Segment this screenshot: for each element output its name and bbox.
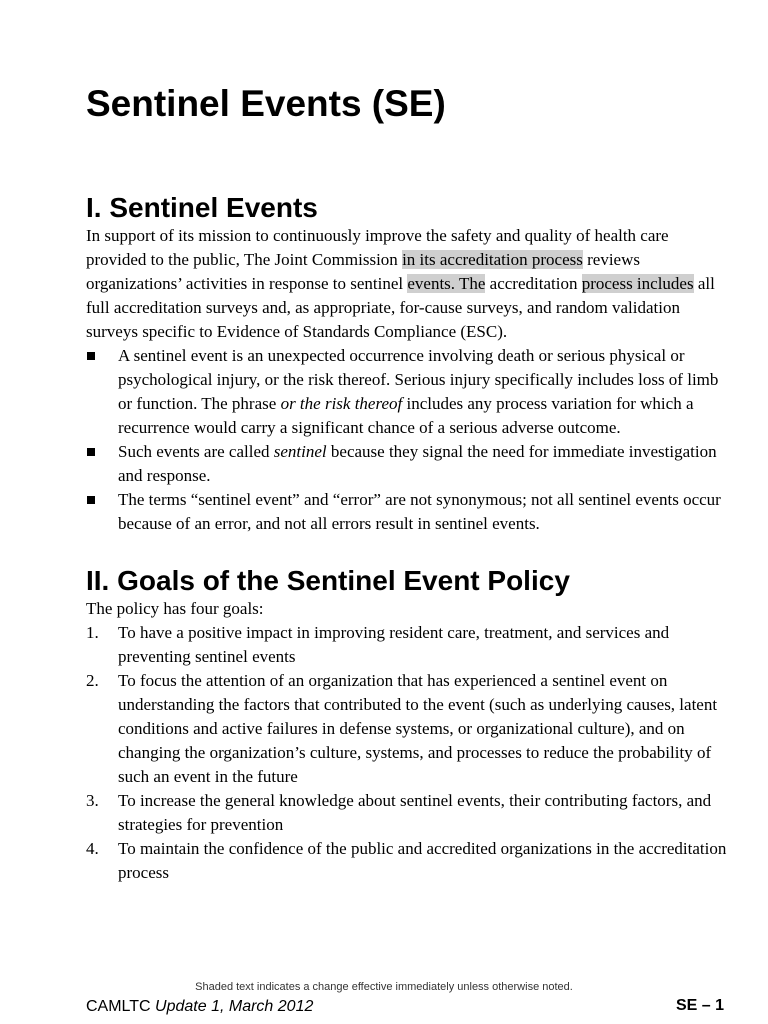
intro-text: reviews organizations’ activities in response to sentinel xyxy=(86,250,640,293)
list-number: 1. xyxy=(86,623,99,642)
list-item xyxy=(86,669,731,789)
section-goals xyxy=(86,565,731,885)
list-item xyxy=(86,621,731,669)
intro-text: accreditation xyxy=(485,274,582,293)
list-item xyxy=(86,837,731,885)
shaded-text: events. The xyxy=(407,274,486,293)
footer-edition xyxy=(86,998,313,1016)
bullet-text: The terms “sentinel event” and “error” are not synonymous; not all sentinel events occur because of an error, and not all errors result in sentinel events. xyxy=(118,490,721,533)
list-item xyxy=(86,488,731,536)
square-bullet-icon xyxy=(87,496,95,504)
intro-paragraph xyxy=(86,224,731,344)
bullet-text: includes any process variation for which a recurrence would carry a significant chance of a serious adverse outcome. xyxy=(118,394,694,437)
page-number: SE – 1 xyxy=(675,997,724,1014)
shaded-text: in its accreditation process xyxy=(402,250,583,269)
list-item xyxy=(86,344,731,440)
goals-list xyxy=(86,621,731,885)
list-number: 4. xyxy=(86,839,99,858)
shaded-text: process includes xyxy=(581,274,694,293)
bullet-text: Such events are called xyxy=(118,442,274,461)
bullet-text: A sentinel event is an unexpected occurrence involving death or serious physical or psychological injury, or the risk thereof. Serious injury specifically includes loss of limb or function. The phrase xyxy=(118,346,719,413)
goal-text: To focus the attention of an organization that has experienced a sentinel event on understanding the factors that contributed to the event (such as underlying causes, latent conditions and active failures in defense systems, or organizational culture), and on changing the organization’s culture, systems, and processes to reduce the probability of such an event in the future xyxy=(118,671,718,786)
footer-note: Shaded text indicates a change effective immediately unless otherwise noted. xyxy=(195,981,573,993)
intro-text: In support of its mission to continuously improve the safety and quality of health care provided to the public, The Joint Commission xyxy=(86,226,669,269)
list-number: 3. xyxy=(86,791,99,810)
bullet-text: because they signal the need for immediate investigation and response. xyxy=(118,442,717,485)
goal-text: To maintain the confidence of the public and accredited organizations in the accreditation process xyxy=(118,839,727,882)
goals-intro: The policy has four goals: xyxy=(86,599,264,618)
emphasis-text: sentinel xyxy=(273,442,327,461)
bullet-list xyxy=(86,344,731,536)
square-bullet-icon xyxy=(87,352,95,360)
emphasis-text: or the risk thereof xyxy=(280,394,403,413)
section-heading: I. Sentinel Events xyxy=(86,192,318,223)
intro-text: all full accreditation surveys and, as appropriate, for-cause surveys, and random validation surveys specific to Evidence of Standards Compliance (ESC). xyxy=(86,274,715,341)
list-item xyxy=(86,440,731,488)
goal-text: To increase the general knowledge about sentinel events, their contributing factors, and strategies for prevention xyxy=(118,791,712,834)
footer-update: Update 1, March 2012 xyxy=(155,998,314,1015)
goal-text: To have a positive impact in improving resident care, treatment, and services and preventing sentinel events xyxy=(118,623,670,666)
list-item xyxy=(86,789,731,837)
list-number: 2. xyxy=(86,671,99,690)
square-bullet-icon xyxy=(87,448,95,456)
page-title: Sentinel Events (SE) xyxy=(86,83,446,124)
section-heading: II. Goals of the Sentinel Event Policy xyxy=(86,565,570,596)
footer-org: CAMLTC xyxy=(86,998,156,1015)
section-sentinel-events xyxy=(86,192,731,536)
